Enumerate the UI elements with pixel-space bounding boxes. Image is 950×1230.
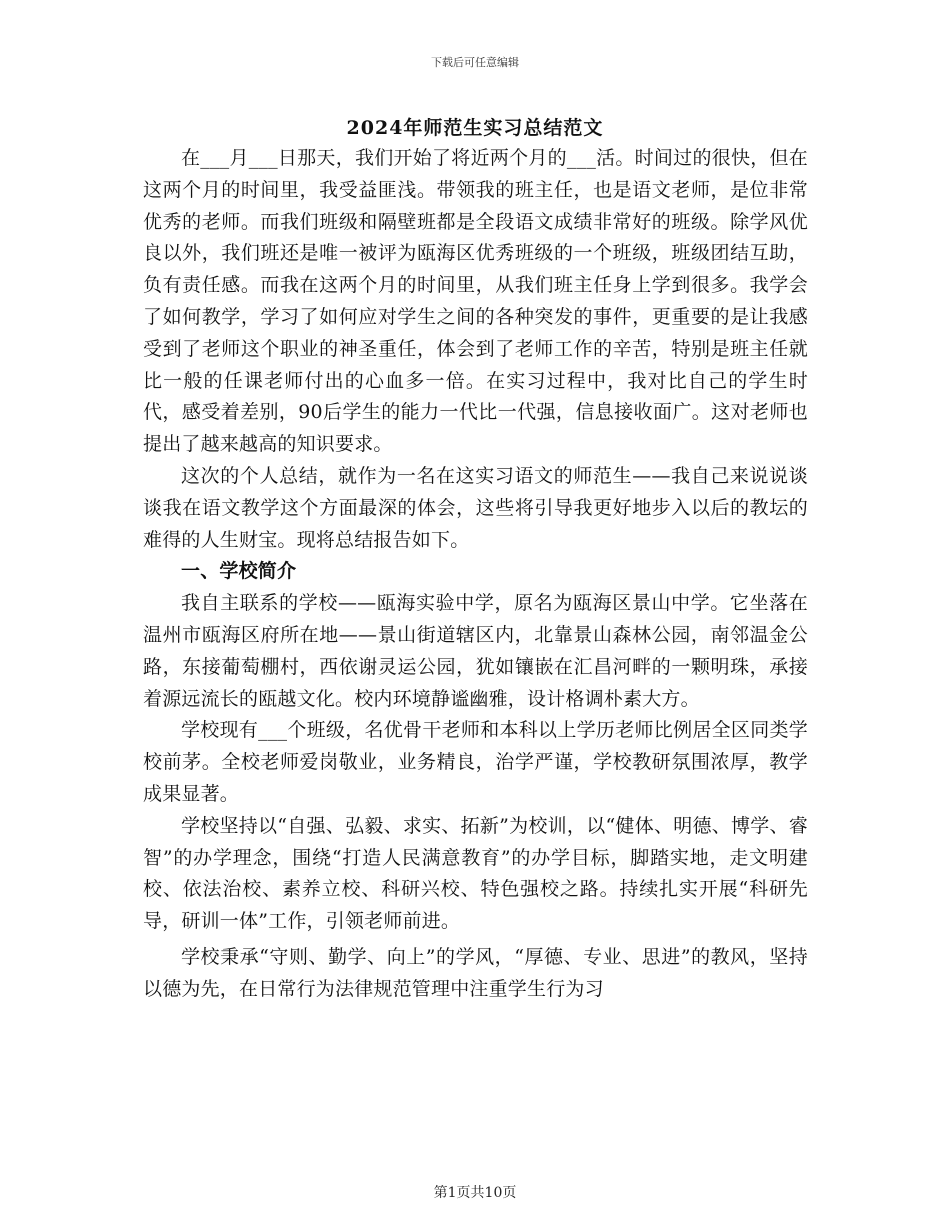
document-body	[143, 143, 808, 1006]
paragraph-school-motto: 学校坚持以“自强、弘毅、求实、拓新”为校训，以“健体、明德、博学、睿智”的办学理念，围绕“打造人民满意教育”的办学目标，脚踏实地，走文明建校、依法治校、素养立校、科研兴校、特色强校之路。持续扎实开展“科研先导，研训一体”工作，引领老师前进。	[143, 814, 808, 933]
paragraph-school-staff: 学校现有___个班级，名优骨干老师和本科以上学历老师比例居全区同类学校前茅。全校老师爱岗敬业，业务精良，治学严谨，学校教研氛围浓厚，教学成果显著。	[143, 719, 808, 805]
paragraph-school-style: 学校秉承“守则、勤学、向上”的学风，“厚德、专业、思进”的教风，坚持以德为先，在日常行为法律规范管理中注重学生行为习	[143, 945, 808, 1000]
section-heading-school-intro: 一、学校简介	[181, 560, 297, 583]
paragraph-summary-purpose: 这次的个人总结，就作为一名在这实习语文的师范生——我自己来说说谈谈我在语文教学这个方面最深的体会，这些将引导我更好地步入以后的教坛的难得的人生财宝。现将总结报告如下。	[143, 464, 808, 551]
paragraph-intro: 在___月___日那天，我们开始了将近两个月的___活。时间过的很快，但在这两个月的时间里，我受益匪浅。带领我的班主任，也是语文老师，是位非常优秀的老师。而我们班级和隔壁班都是全段语文成绩非常好的班级。除学风优良以外，我们班还是唯一被评为瓯海区优秀班级的一个班级，班级团结互助，负有责任感。而我在这两个月的时间里，从我们班主任身上学到很多。我学会了如何教学，学习了如何应对学生之间的各种突发的事件，更重要的是让我感受到了老师这个职业的神圣重任，体会到了老师工作的辛苦，特别是班主任就比一般的任课老师付出的心血多一倍。在实习过程中，我对比自己的学生时代，感受着差别，90后学生的能力一代比一代强，信息接收面广。这对老师也提出了越来越高的知识要求。	[143, 147, 808, 456]
document-title: 2024年师范生实习总结范文	[346, 117, 604, 139]
page-header-note: 下载后可任意编辑	[431, 56, 519, 69]
page-footer-number: 第1页共10页	[433, 1185, 517, 1201]
paragraph-school-location: 我自主联系的学校——瓯海实验中学，原名为瓯海区景山中学。它坐落在温州市瓯海区府所在地——景山街道辖区内，北靠景山森林公园，南邻温金公路，东接葡萄棚村，西依谢灵运公园，犹如镶嵌在汇昌河畔的一颗明珠，承接着源远流长的瓯越文化。校内环境静谧幽雅，设计格调朴素大方。	[143, 592, 808, 710]
